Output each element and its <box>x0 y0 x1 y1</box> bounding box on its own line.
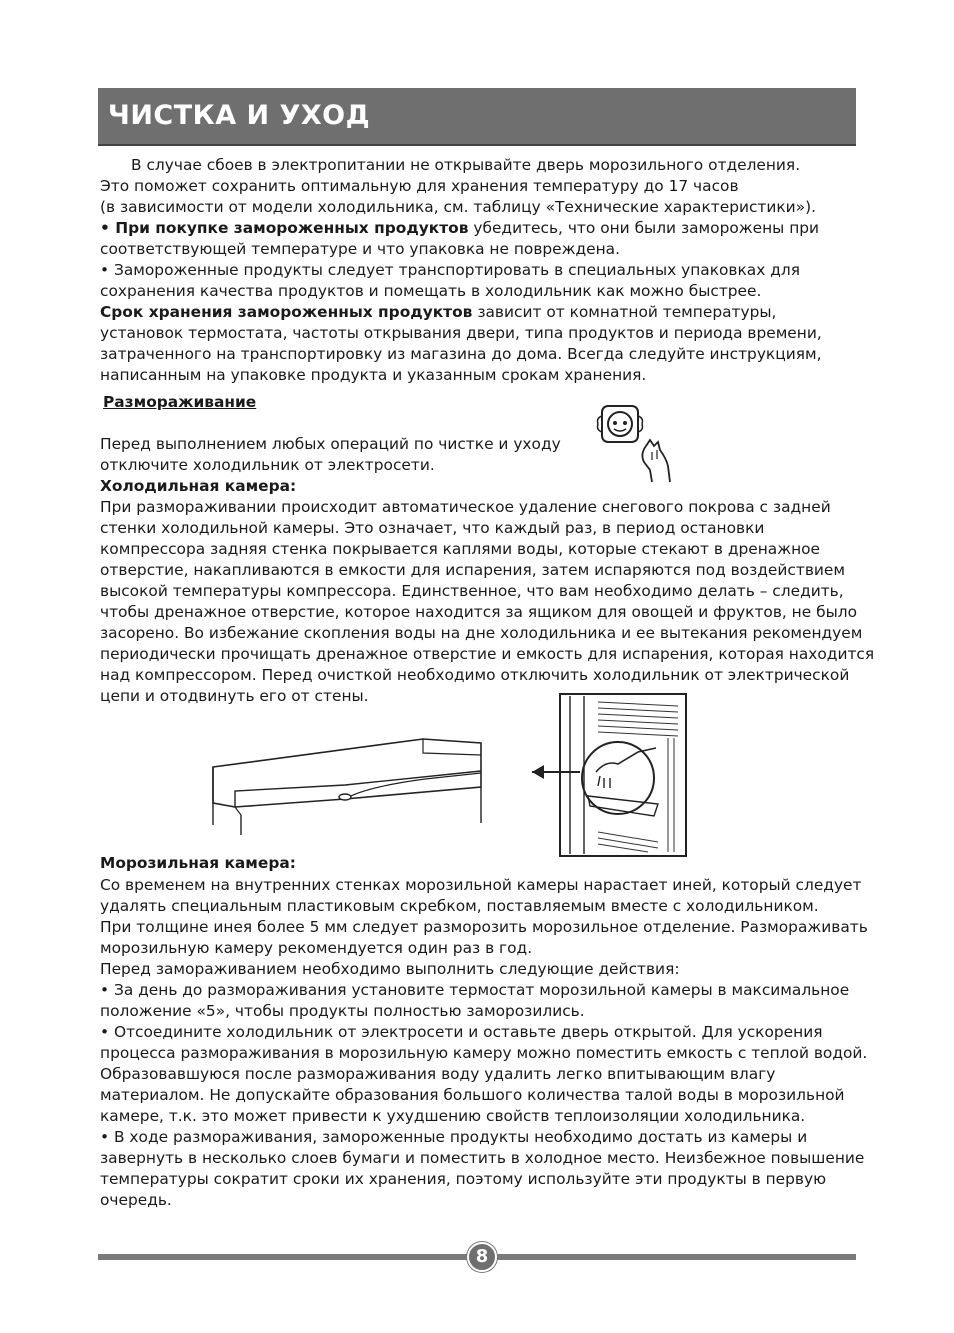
intro-line: Это поможет сохранить оптимальную для хранения температуру до 17 часов <box>100 177 739 195</box>
fridge-line: засорено. Во избежание скопления воды на дне холодильника и ее вытекания рекомендуем <box>100 624 863 642</box>
bullet-purchase-bold: • При покупке замороженных продуктов <box>100 219 469 237</box>
fridge-interior-illustration <box>528 692 690 860</box>
fridge-heading: Холодильная камера: <box>100 477 297 495</box>
storage-rest: зависит от комнатной температуры, <box>472 303 777 321</box>
defrost-heading: Размораживание <box>103 393 257 411</box>
freezer-line: камере, т.к. это может привести к ухудшению свойств теплоизоляции холодильника. <box>100 1107 806 1125</box>
section-header <box>98 88 856 146</box>
freezer-line: морозильную камеру рекомендуется один раз в год. <box>100 939 533 957</box>
fridge-line: компрессора задняя стенка покрывается каплями воды, которые стекают в дренажное <box>100 540 821 558</box>
page-number: 8 <box>467 1242 497 1272</box>
freezer-line: удалять специальным пластиковым скребком, поставляемым вместе с холодильником. <box>100 897 819 915</box>
fridge-line: высокой температуры компрессора. Единственное, что вам необходимо делать – следить, <box>100 582 844 600</box>
intro-line: написанным на упаковке продукта и указанным срокам хранения. <box>100 366 647 384</box>
fridge-line: периодически прочищать дренажное отверстие и емкость для испарения, которая находится <box>100 645 875 663</box>
freezer-line: • Отсоедините холодильник от электросети и оставьте дверь открытой. Для ускорения <box>100 1023 823 1041</box>
freezer-line: положение «5», чтобы продукты полностью заморозились. <box>100 1002 585 1020</box>
drain-channel-illustration <box>205 715 495 840</box>
intro-line: • Замороженные продукты следует транспортировать в специальных упаковках для <box>100 261 800 279</box>
intro-line: соответствующей температуре и что упаковка не повреждена. <box>100 240 621 258</box>
bullet-purchase-rest: убедитесь, что они были заморожены при <box>468 219 820 237</box>
freezer-line: Со временем на внутренних стенках морозильной камеры нарастает иней, который следует <box>100 876 862 894</box>
fridge-line: При размораживании происходит автоматическое удаление снегового покрова с задней <box>100 498 831 516</box>
freezer-line: очередь. <box>100 1191 172 1209</box>
freezer-heading: Морозильная камера: <box>100 854 296 872</box>
bullet-purchase <box>100 218 819 239</box>
fridge-line: чтобы дренажное отверстие, которое находится за ящиком для овощей и фруктов, не было <box>100 603 857 621</box>
warning-line: Перед выполнением любых операций по чистке и уходу <box>100 435 561 453</box>
freezer-line: завернуть в несколько слоев бумаги и поместить в холодное место. Неизбежное повышение <box>100 1149 865 1167</box>
intro-line: затраченного на транспортировку из магазина до дома. Всегда следуйте инструкциям, <box>100 345 822 363</box>
freezer-line: процесса размораживания в морозильную камеру можно поместить емкость с теплой водой. <box>100 1044 868 1062</box>
intro-line: В случае сбоев в электропитании не открывайте дверь морозильного отделения. <box>131 156 801 174</box>
page-title: ЧИСТКА И УХОД <box>108 100 371 131</box>
storage-bold: Срок хранения замороженных продуктов <box>100 303 473 321</box>
intro-line: (в зависимости от модели холодильника, см. таблицу «Технические характеристики»). <box>100 198 817 216</box>
storage-paragraph <box>100 302 776 323</box>
fridge-line: отверстие, накапливаются в емкости для испарения, затем испаряются под воздействием <box>100 561 845 579</box>
freezer-line: материалом. Не допускайте образования большого количества талой воды в морозильной <box>100 1086 845 1104</box>
intro-line: установок термостата, частоты открывания двери, типа продуктов и периода времени, <box>100 324 822 342</box>
freezer-line: температуры сократит сроки их хранения, поэтому используйте эти продукты в первую <box>100 1170 827 1188</box>
freezer-line: Образовавшуюся после размораживания воду удалить легко впитывающим влагу <box>100 1065 776 1083</box>
fridge-line: над компрессором. Перед очисткой необходимо отключить холодильник от электрической <box>100 666 850 684</box>
freezer-line: Перед замораживанием необходимо выполнить следующие действия: <box>100 960 680 978</box>
unplug-socket-icon <box>594 404 684 484</box>
fridge-line: цепи и отодвинуть его от стены. <box>100 687 369 705</box>
freezer-line: • В ходе размораживания, замороженные продукты необходимо достать из камеры и <box>100 1128 808 1146</box>
warning-line: отключите холодильник от электросети. <box>100 456 435 474</box>
intro-line: сохранения качества продуктов и помещать в холодильник как можно быстрее. <box>100 282 762 300</box>
freezer-line: • За день до размораживания установите термостат морозильной камеры в максимальное <box>100 981 850 999</box>
freezer-line: При толщине инея более 5 мм следует разморозить морозильное отделение. Размораживать <box>100 918 868 936</box>
fridge-line: стенки холодильной камеры. Это означает, что каждый раз, в период остановки <box>100 519 765 537</box>
